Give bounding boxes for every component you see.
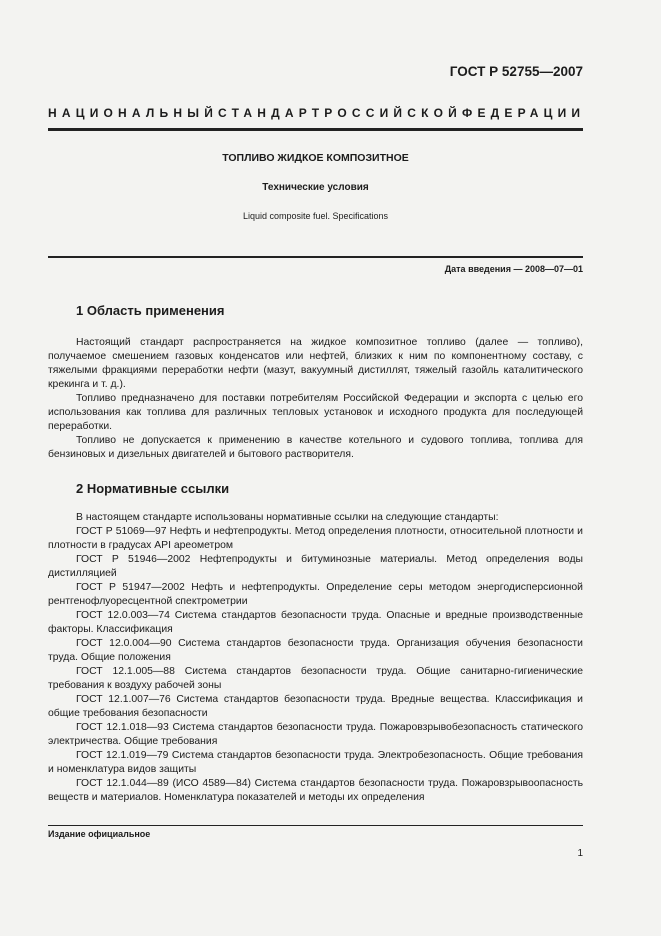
section-1-body [48,336,583,462]
header-rule [48,128,583,131]
national-standard-word: ФЕДЕРАЦИИ [462,106,586,120]
reference-item: ГОСТ 12.1.007—76 Система стандартов безопасности труда. Вредные вещества. Классификация и общие требования безопасности [48,694,583,719]
section-2-body [48,511,583,805]
section-1-title: 1 Область применения [76,303,225,318]
national-standard-word: СТАНДАРТ [218,106,325,120]
reference-item: ГОСТ Р 51946—2002 Нефтепродукты и битуминозные материалы. Метод определения воды дистилляцией [48,554,583,579]
reference-item: ГОСТ 12.1.019—79 Система стандартов безопасности труда. Электробезопасность. Общие требования и номенклатура видов защиты [48,750,583,775]
document-subtitle: Технические условия [262,182,369,193]
reference-item: ГОСТ 12.1.018—93 Система стандартов безопасности труда. Пожаровзрывобезопасность статического электричества. Общие требования [48,722,583,747]
paragraph: Настоящий стандарт распространяется на жидкое композитное топливо (далее — топливо), получаемое смешением газовых конденсатов или нефтей, близких к ним по компонентному составу, с тяжелыми фракциями переработки нефти (мазут, вакуумный дистиллят, тяжелый газойль каталитического крекинга и т. д.). [48,337,583,390]
national-standard-heading [48,106,586,120]
footer-rule [48,825,583,826]
paragraph: Топливо не допускается к применению в качестве котельного и судового топлива, топлива для бензиновых и дизельных двигателей и бытового растворителя. [48,435,583,460]
document-title: ТОПЛИВО ЖИДКОЕ КОМПОЗИТНОЕ [222,152,409,164]
reference-item: ГОСТ Р 51069—97 Нефть и нефтепродукты. Метод определения плотности, относительной плотности и плотности в градусах API ареометром [48,526,583,551]
reference-item: ГОСТ Р 51947—2002 Нефть и нефтепродукты. Определение серы методом энергодисперсионной рентгенофлуоресцентной спектрометрии [48,582,583,607]
paragraph: В настоящем стандарте использованы нормативные ссылки на следующие стандарты: [76,512,499,523]
reference-item: ГОСТ 12.0.003—74 Система стандартов безопасности труда. Опасные и вредные производственные факторы. Классификация [48,610,583,635]
reference-item: ГОСТ 12.1.005—88 Система стандартов безопасности труда. Общие санитарно-гигиенические требования к воздуху рабочей зоны [48,666,583,691]
page-number: 1 [577,848,583,859]
gost-number: ГОСТ Р 52755—2007 [449,64,583,79]
reference-item: ГОСТ 12.0.004—90 Система стандартов безопасности труда. Организация обучения безопасности труда. Общие положения [48,638,583,663]
english-title: Liquid composite fuel. Specifications [242,211,389,221]
edition-label: Издание официальное [48,829,151,839]
national-standard-word: НАЦИОНАЛЬНЫЙ [48,106,219,120]
section-2-title: 2 Нормативные ссылки [76,481,230,496]
title-rule [48,256,583,258]
paragraph: Топливо предназначено для поставки потребителям Российской Федерации и экспорта с целью его использования как топлива для различных тепловых установок и исходного продукта для последующей переработки. [48,393,583,432]
introduction-date: Дата введения — 2008—07—01 [444,264,583,274]
national-standard-word: РОССИЙСКОЙ [324,106,463,120]
reference-item: ГОСТ 12.1.044—89 (ИСО 4589—84) Система стандартов безопасности труда. Пожаровзрывоопасность веществ и материалов. Номенклатура показателей и методы их определения [48,778,583,803]
